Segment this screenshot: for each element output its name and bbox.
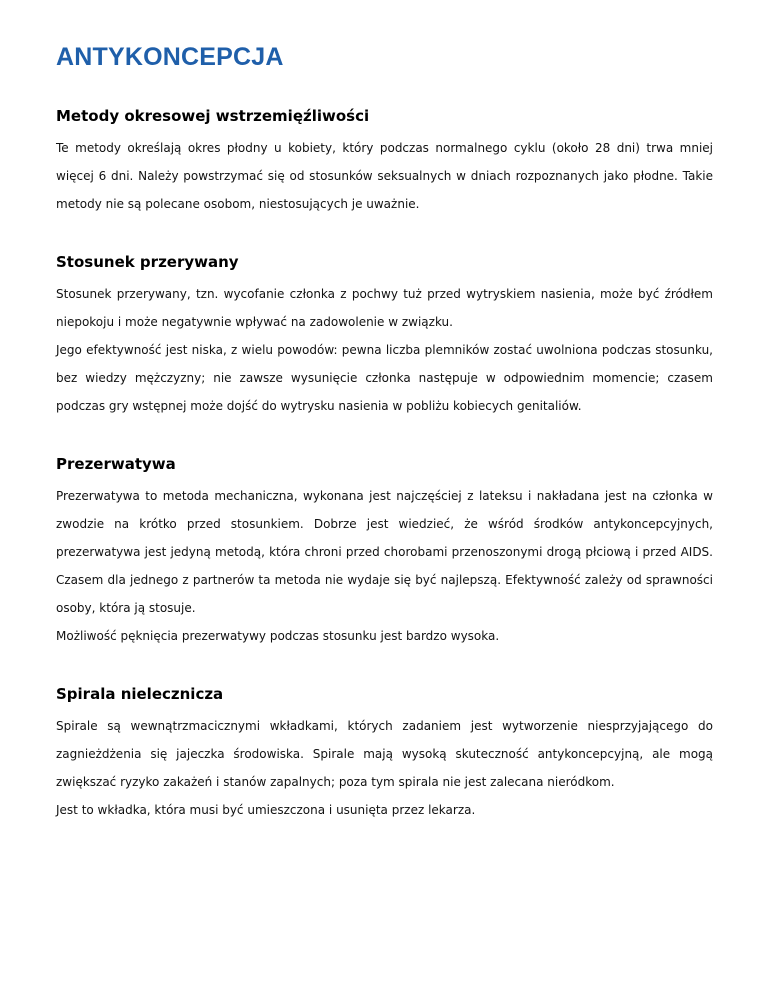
document-page — [56, 0, 713, 824]
section-heading: Spirala nielecznicza — [56, 685, 224, 703]
section-withdrawal — [56, 252, 713, 420]
section-heading: Prezerwatywa — [56, 455, 176, 473]
paragraph: Jego efektywność jest niska, z wielu powodów: pewna liczba plemników zostać uwolniona podczas stosunku, bez wiedzy mężczyzny; nie zawsze wysunięcie członka następuje w odpowiednim momencie; czasem podczas gry wstępnej może dojść do wytrysku nasienia w pobliżu kobiecych genitaliów. — [56, 343, 713, 413]
document-title: ANTYKONCEPCJA — [56, 43, 284, 71]
section-heading: Stosunek przerywany — [56, 253, 239, 271]
paragraph: Prezerwatywa to metoda mechaniczna, wykonana jest najczęściej z lateksu i nakładana jest na członka w zwodzie na krótko przed stosunkiem. Dobrze jest wiedzieć, że wśród środków antykoncepcyjnych, prezerwatywa jest jedyną metodą, która chroni przed chorobami przenoszonymi drogą płciową i przed AIDS. Czasem dla jednego z partnerów ta metoda nie wydaje się być najlepszą. Efektywność zależy od sprawności osoby, która ją stosuje. — [56, 489, 713, 615]
section-condom — [56, 454, 713, 650]
paragraph: Spirale są wewnątrzmacicznymi wkładkami, których zadaniem jest wytworzenie niesprzyjającego do zagnieżdżenia się jajeczka środowiska. Spirale mają wysoką skuteczność antykoncepcyjną, ale mogą zwiększać ryzyko zakażeń i stanów zapalnych; poza tym spirala nie jest zalecana nieródkom. — [56, 719, 713, 789]
section-iud — [56, 684, 713, 824]
section-heading: Metody okresowej wstrzemięźliwości — [56, 107, 370, 125]
section-periodic-abstinence — [56, 106, 713, 218]
paragraph: Stosunek przerywany, tzn. wycofanie członka z pochwy tuż przed wytryskiem nasienia, może być źródłem niepokoju i może negatywnie wpływać na zadowolenie w związku. — [56, 287, 713, 329]
paragraph: Jest to wkładka, która musi być umieszczona i usunięta przez lekarza. — [56, 803, 476, 817]
paragraph: Te metody określają okres płodny u kobiety, który podczas normalnego cyklu (około 28 dni) trwa mniej więcej 6 dni. Należy powstrzymać się od stosunków seksualnych w dniach rozpoznanych jako płodne. Takie metody nie są polecane osobom, niestosujących je uważnie. — [56, 141, 713, 211]
paragraph: Możliwość pęknięcia prezerwatywy podczas stosunku jest bardzo wysoka. — [56, 629, 500, 643]
